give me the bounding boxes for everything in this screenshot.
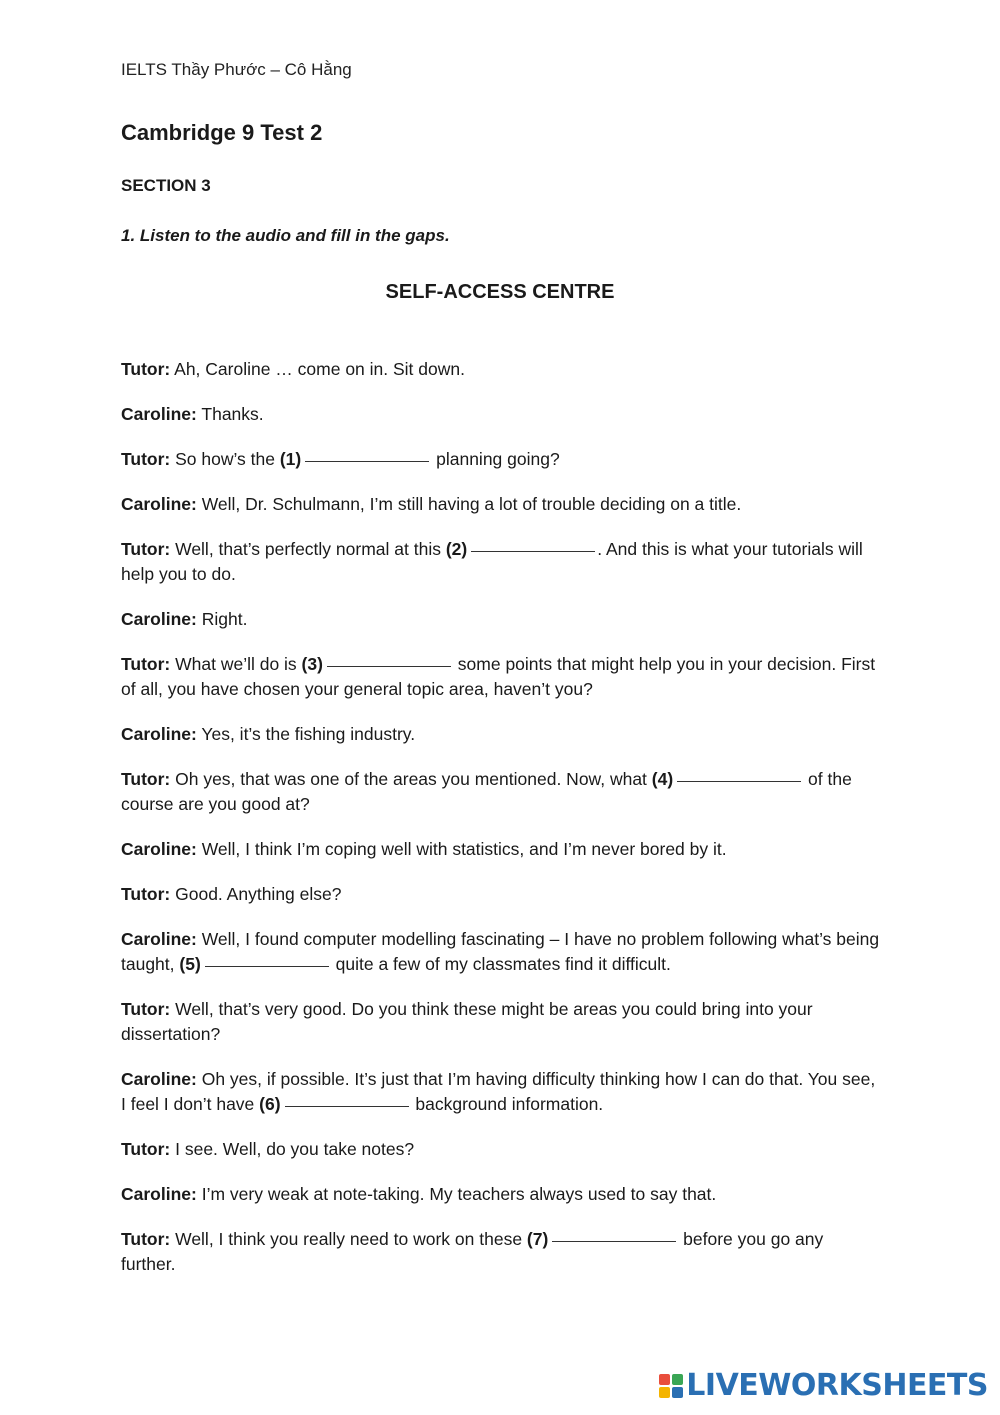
gap-answer-field[interactable] (327, 652, 451, 667)
page-header: IELTS Thầy Phước – Cô Hằng (121, 60, 352, 79)
line-text: Well, Dr. Schulmann, I’m still having a lot of trouble deciding on a title. (196, 494, 742, 514)
line-text: before you go any further. (121, 1229, 824, 1274)
speaker-label: Caroline: (121, 839, 197, 859)
liveworksheets-logo-icon (659, 1374, 683, 1398)
line-text: Thanks. (196, 404, 264, 424)
gap-number: (6) (259, 1094, 281, 1114)
dialogue-line (121, 537, 881, 587)
dialogue-line (121, 1182, 881, 1207)
gap-answer-field[interactable] (677, 767, 801, 782)
speaker-label: Caroline: (121, 929, 197, 949)
line-text: Well, I think you really need to work on these (170, 1229, 527, 1249)
gap-number: (2) (445, 539, 468, 559)
line-text: Well, I think I’m coping well with statistics, and I’m never bored by it. (196, 839, 727, 859)
speaker-label: Tutor: (121, 1139, 171, 1159)
speaker-label: Tutor: (121, 884, 171, 904)
gap-number: (4) (651, 769, 674, 789)
dialogue-line (121, 402, 881, 427)
gap-answer-field[interactable] (305, 447, 429, 462)
speaker-label: Caroline: (121, 1184, 197, 1204)
instruction-text: 1. Listen to the audio and fill in the gaps. (121, 226, 450, 245)
dialogue-line (121, 1067, 881, 1117)
speaker-label: Tutor: (121, 769, 171, 789)
logo-square (672, 1387, 683, 1398)
section-label: SECTION 3 (121, 176, 211, 195)
dialogue-line (121, 607, 881, 632)
brand-name: LIVEWORKSHEETS (686, 1368, 988, 1403)
gap-number: (5) (179, 954, 201, 974)
line-text: Good. Anything else? (170, 884, 342, 904)
doc-title: Cambridge 9 Test 2 (121, 120, 323, 145)
line-text: Well, I found computer modelling fascinating – I have no problem following what’s being taught, (121, 929, 880, 974)
line-text: Ah, Caroline … come on in. Sit down. (170, 359, 465, 379)
speaker-label: Tutor: (121, 359, 171, 379)
line-text: of the course are you good at? (121, 769, 852, 814)
line-text: I see. Well, do you take notes? (170, 1139, 415, 1159)
logo-square (659, 1387, 670, 1398)
dialogue-line (121, 447, 881, 472)
speaker-label: Tutor: (121, 449, 171, 469)
dialogue-line (121, 997, 881, 1047)
centre-title: SELF-ACCESS CENTRE (385, 281, 615, 303)
dialogue-line (121, 1137, 881, 1162)
gap-number: (1) (279, 449, 302, 469)
line-text: What we’ll do is (170, 654, 302, 674)
gap-number: (7) (526, 1229, 549, 1249)
dialogue-line (121, 767, 881, 817)
line-text: . And this is what your tutorials will help you to do. (121, 539, 863, 584)
line-text: Oh yes, that was one of the areas you mentioned. Now, what (170, 769, 652, 789)
line-text: Right. (196, 609, 248, 629)
logo-square (672, 1374, 683, 1385)
line-text: I’m very weak at note-taking. My teachers always used to say that. (196, 1184, 717, 1204)
gap-answer-field[interactable] (285, 1092, 409, 1107)
dialogue-line (121, 1227, 881, 1277)
speaker-label: Tutor: (121, 539, 171, 559)
dialogue-line (121, 927, 881, 977)
gap-answer-field[interactable] (552, 1227, 676, 1242)
speaker-label: Tutor: (121, 1229, 171, 1249)
line-text: Yes, it’s the fishing industry. (196, 724, 416, 744)
speaker-label: Tutor: (121, 999, 171, 1019)
dialogue-line (121, 882, 881, 907)
logo-square (659, 1374, 670, 1385)
speaker-label: Tutor: (121, 654, 171, 674)
gap-answer-field[interactable] (471, 537, 595, 552)
gap-number: (3) (301, 654, 323, 674)
dialogue (121, 357, 881, 1297)
dialogue-line (121, 357, 881, 382)
dialogue-line (121, 722, 881, 747)
speaker-label: Caroline: (121, 724, 197, 744)
line-text: So how’s the (170, 449, 280, 469)
line-text: Well, that’s perfectly normal at this (170, 539, 446, 559)
line-text: Well, that’s very good. Do you think these might be areas you could bring into your dissertation? (121, 999, 813, 1044)
speaker-label: Caroline: (121, 609, 197, 629)
speaker-label: Caroline: (121, 494, 197, 514)
line-text: Oh yes, if possible. It’s just that I’m having difficulty thinking how I can do that. You see, I feel I don’t have (121, 1069, 876, 1114)
gap-answer-field[interactable] (205, 952, 329, 967)
dialogue-line (121, 837, 881, 862)
speaker-label: Caroline: (121, 1069, 197, 1089)
brand-logo[interactable] (659, 1368, 988, 1403)
line-text: quite a few of my classmates find it difficult. (330, 954, 671, 974)
line-text: background information. (410, 1094, 604, 1114)
speaker-label: Caroline: (121, 404, 197, 424)
line-text: some points that might help you in your decision. First of all, you have chosen your general topic area, haven’t you? (121, 654, 876, 699)
dialogue-line (121, 652, 881, 702)
dialogue-line (121, 492, 881, 517)
line-text: planning going? (431, 449, 560, 469)
